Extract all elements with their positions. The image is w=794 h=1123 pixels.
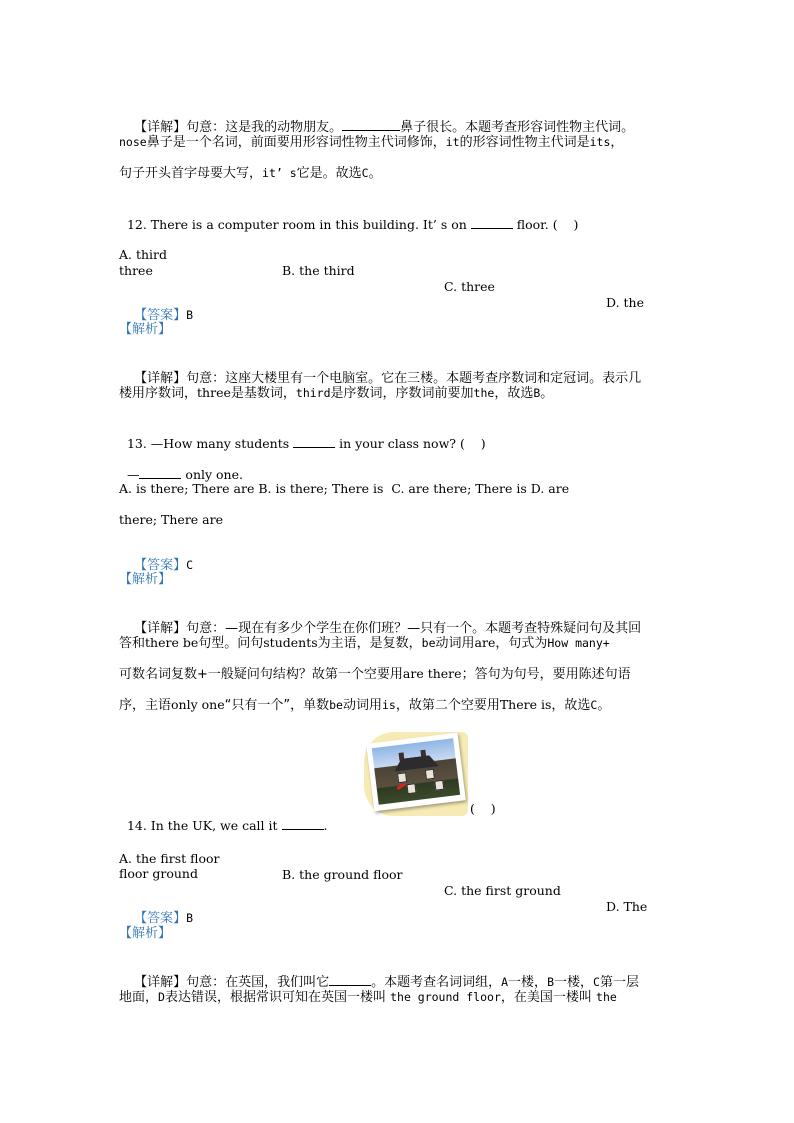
text-run: 句型。问句 (198, 636, 264, 651)
q14-stem: 14. In the UK, we call it . (126, 818, 328, 833)
text-run: 动词用 (342, 698, 382, 713)
text-run: 。 (540, 386, 554, 401)
q13-options-line-2: there; There are (119, 512, 223, 527)
text-run: there be (145, 635, 199, 650)
text-run: ，故选 (551, 698, 591, 713)
text-run: 地面， (119, 990, 159, 1005)
text-run: 一楼， (554, 975, 594, 990)
text-run: ，故选 (494, 386, 534, 401)
q13-answer (119, 541, 193, 574)
detail-label: 【详解】 (134, 120, 187, 135)
q12-analysis-label: 【解析】 (119, 322, 172, 337)
text-run: 楼用序数词， (119, 386, 198, 401)
text-run: the ground floor (390, 990, 501, 1004)
red-arrow-icon (397, 783, 406, 790)
text-run: be (329, 698, 343, 712)
detail-label: 【详解】 (134, 371, 187, 386)
option-c: C. three (444, 279, 495, 294)
q13-detail-line-1: 【详解】句意：—现在有多少个学生在你们班？—只有一个。本题考查特殊疑问句及其回 (134, 621, 642, 636)
text-run: be (421, 636, 436, 650)
q14-detail-line-2 (119, 989, 617, 1006)
text-run: ，故第二个空要用 (395, 698, 500, 713)
text-run: 是序数词，序数词前要加 (330, 386, 474, 401)
text-run: 序，主语 (119, 698, 172, 713)
text-run: are (474, 635, 496, 650)
text-run: How many+ (547, 636, 610, 650)
q13-detail-line-3 (119, 666, 631, 683)
text-run: B (547, 975, 554, 989)
text-run: 一楼， (508, 975, 548, 990)
detail-label: 【详解】 (134, 621, 187, 636)
text-run: ，句式为 (495, 636, 548, 651)
text-run: ；答句为句号，要用陈述句语 (461, 667, 631, 682)
text-run: students (263, 635, 318, 650)
q14-detail-line-1: 【详解】句意：在英国，我们叫它 。本题考查名词词组，A一楼，B一楼，C第一层 (134, 975, 639, 990)
q11-detail-line-2 (119, 134, 623, 151)
photo-frame (366, 733, 466, 812)
text-run: nose (119, 135, 147, 149)
text-run: the (473, 386, 495, 400)
q11-detail-line-1: 【详解】句意：这是我的动物朋友。 鼻子很长。本题考查形容词性物主代词。 (134, 120, 635, 135)
answer-label: 【答案】 (134, 911, 187, 926)
text-run: it’ s (262, 166, 297, 180)
window (397, 772, 407, 783)
q12-detail-line-2 (119, 385, 553, 402)
q11-detail-line-3 (119, 165, 382, 182)
answer-value: B (186, 308, 194, 322)
q13-detail-line-4 (119, 697, 610, 714)
text-run: B (533, 386, 541, 400)
text-run: 它是。故选 (296, 166, 362, 181)
q14-answer (119, 894, 193, 927)
q14-analysis-label: 【解析】 (119, 926, 172, 941)
answer-blank (282, 817, 324, 830)
text-run: C (361, 166, 369, 180)
text-run: 表达错误，根据常识可知在英国一楼叫 (164, 990, 391, 1005)
q12-options (119, 231, 659, 311)
text-run: 动词用 (435, 636, 475, 651)
text-run: is (381, 698, 396, 712)
q12-stem: 12. There is a computer room in this building. It’ s on floor. ( ) (126, 217, 579, 232)
text-run: the (596, 990, 617, 1004)
text-run: 鼻子是一个名词，前面要用形容词性物主代词修饰， (146, 135, 446, 150)
answer-blank (342, 118, 400, 131)
option-c: C. the first ground (444, 883, 561, 898)
q12-option-d-wrap: three (119, 263, 153, 278)
option-d: D. The (606, 899, 648, 914)
q14-option-d-wrap: floor ground (119, 866, 198, 881)
q12-detail-line-1: 【详解】句意：这座大楼里有一个电脑室。它在三楼。本题考查序数词和定冠词。表示几 (134, 371, 642, 386)
answer-blank (293, 435, 335, 448)
roof (387, 754, 444, 773)
text-run: third (295, 386, 331, 400)
answer-value: B (186, 911, 194, 925)
q14-paren: ( ) (470, 801, 496, 816)
house-photo (356, 728, 472, 818)
q13-stem: 13. —How many students in your class now? ( ) (126, 436, 486, 451)
text-run: 。本题考查名词词组， (371, 975, 502, 990)
text-run: three (197, 385, 231, 400)
option-b: B. the ground floor (282, 867, 403, 882)
text-run: it (445, 135, 460, 149)
text-run: ， (610, 135, 624, 150)
answer-label: 【答案】 (134, 558, 187, 573)
q13-detail-line-2 (119, 635, 610, 652)
answer-label: 【答案】 (134, 308, 187, 323)
text-run: are there (402, 666, 462, 681)
q14-detail-line-1-suffix (371, 974, 639, 989)
option-d: D. the (606, 295, 644, 310)
option-b: B. the third (282, 263, 355, 278)
text-run: “只有一个”，单数 (224, 698, 330, 713)
window (434, 780, 444, 791)
text-run: D (158, 990, 165, 1004)
text-run: 是基数词， (230, 386, 296, 401)
text-run: 的形容词性物主代词是 (459, 135, 590, 150)
q14-options (119, 835, 659, 915)
option-a: A. third (119, 247, 168, 262)
text-run: ，在美国一楼叫 (500, 990, 597, 1005)
window (406, 783, 416, 794)
text-run: C (593, 975, 600, 989)
answer-value: C (186, 558, 194, 572)
text-run: its (589, 135, 611, 149)
house-image (372, 738, 460, 805)
text-run: There is (499, 697, 552, 712)
text-run: 答和 (119, 636, 146, 651)
q12-answer (119, 291, 193, 324)
window (425, 769, 435, 780)
text-run: 句子开头首字母要大写， (119, 166, 263, 181)
text-run: 为主语，是复数， (317, 636, 422, 651)
text-run: 。 (368, 166, 382, 181)
option-a: A. the first floor (119, 851, 220, 866)
q13-options-line-1: A. is there; There are B. is there; There is C. are there; There is D. are (119, 481, 570, 496)
answer-blank (329, 973, 371, 986)
answer-blank (139, 466, 181, 479)
q13-analysis-label: 【解析】 (119, 572, 172, 587)
answer-blank (471, 216, 513, 229)
text-run: 第一层 (599, 975, 639, 990)
q13-reply: — only one. (126, 467, 243, 482)
text-run: C (590, 698, 598, 712)
text-run: 可数名词复数+一般疑问句结构？故第一个空要用 (119, 667, 403, 682)
text-run: only one (171, 697, 225, 712)
detail-label: 【详解】 (134, 975, 187, 990)
text-run: 。 (597, 698, 611, 713)
text-run: A (501, 975, 509, 989)
